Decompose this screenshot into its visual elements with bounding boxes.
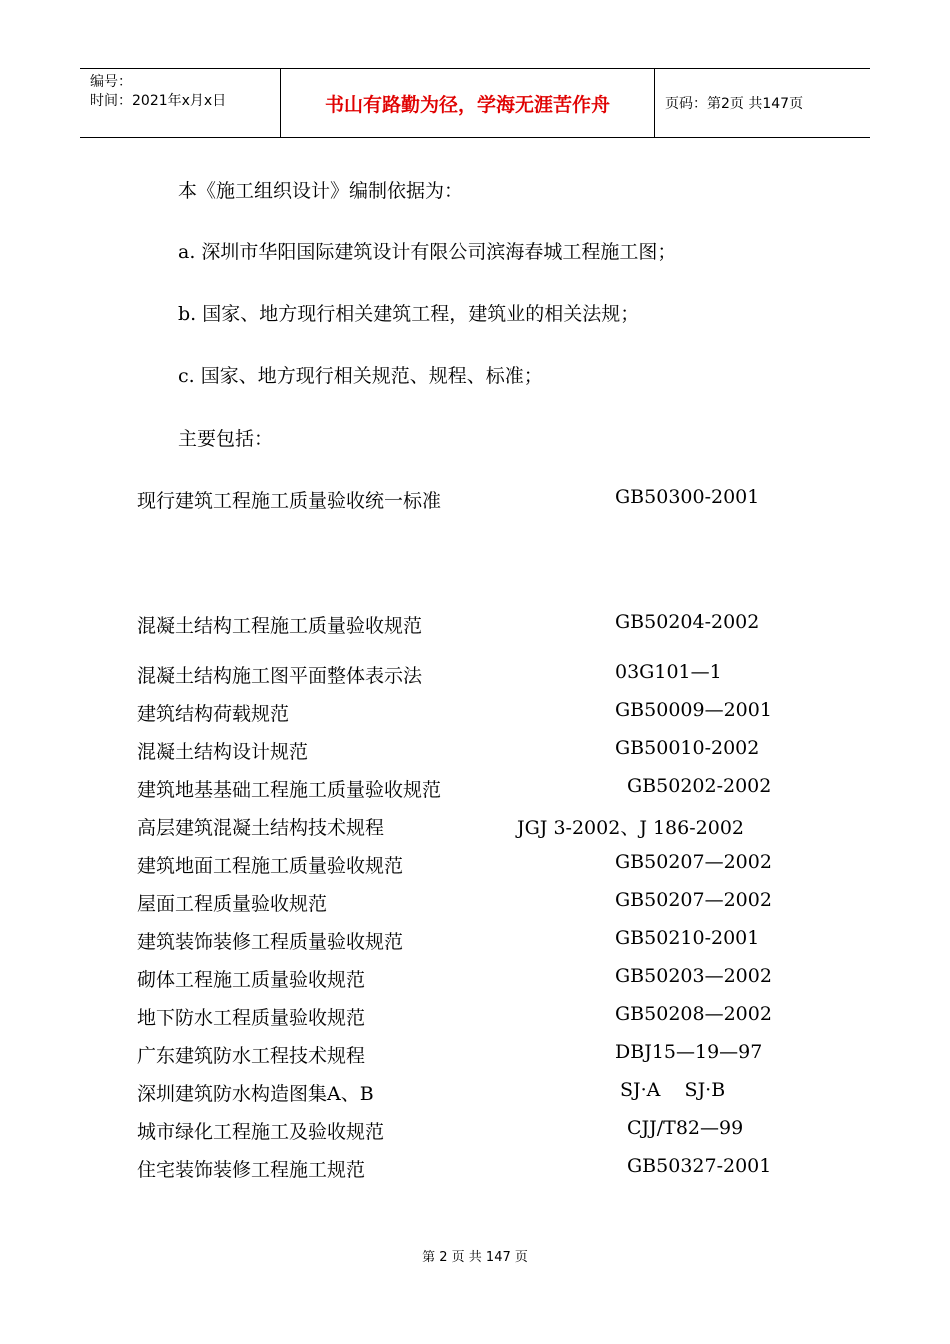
intro-item-a: a. 深圳市华阳国际建筑设计有限公司滨海春城工程施工图； — [178, 241, 677, 263]
standard-code: DBJ15—19—97 — [615, 1041, 763, 1063]
header-motto: 书山有路勤为径，学海无涯苦作舟 — [281, 69, 655, 137]
intro-main-include: 主要包括： — [178, 428, 274, 450]
standard-name: 建筑地基基础工程施工质量验收规范 — [137, 779, 442, 801]
standard-code: GB50203—2002 — [615, 965, 772, 987]
standard-name: 混凝土结构工程施工质量验收规范 — [137, 615, 423, 637]
standard-name: 建筑地面工程施工质量验收规范 — [137, 855, 404, 877]
standard-row — [137, 813, 777, 843]
standard-name: 砌体工程施工质量验收规范 — [137, 969, 366, 991]
standard-row — [137, 611, 777, 641]
standard-code: GB50009—2001 — [615, 699, 772, 721]
standard-code: JGJ 3-2002、J 186-2002 — [517, 817, 745, 839]
standard-row — [137, 486, 777, 516]
standard-row — [137, 661, 777, 691]
standard-name: 现行建筑工程施工质量验收统一标准 — [137, 490, 442, 512]
standard-row — [137, 965, 777, 995]
doc-time-label: 时间：2021年x月x日 — [90, 93, 227, 109]
standard-code: GB50010-2002 — [615, 737, 760, 759]
standard-row — [137, 1003, 777, 1033]
standard-row — [137, 889, 777, 919]
standard-code: 03G101—1 — [615, 661, 722, 683]
standard-name: 屋面工程质量验收规范 — [137, 893, 328, 915]
standard-row — [137, 699, 777, 729]
page-header — [80, 68, 870, 138]
page-footer: 第 2 页 共 147 页 — [422, 1250, 528, 1265]
standard-name: 广东建筑防水工程技术规程 — [137, 1045, 366, 1067]
standard-row — [137, 851, 777, 881]
standard-row — [137, 1079, 777, 1109]
standard-row — [137, 927, 777, 957]
standard-row — [137, 775, 777, 805]
standard-name: 建筑装饰装修工程质量验收规范 — [137, 931, 404, 953]
standard-code: GB50210-2001 — [615, 927, 760, 949]
standard-code: SJ·A SJ·B — [620, 1079, 726, 1101]
standard-code: GB50300-2001 — [615, 486, 760, 508]
standard-row — [137, 737, 777, 767]
standard-name: 混凝土结构施工图平面整体表示法 — [137, 665, 423, 687]
standard-name: 地下防水工程质量验收规范 — [137, 1007, 366, 1029]
standard-name: 混凝土结构设计规范 — [137, 741, 309, 763]
intro-item-b: b. 国家、地方现行相关建筑工程，建筑业的相关法规； — [178, 303, 640, 325]
standard-name: 住宅装饰装修工程施工规范 — [137, 1159, 366, 1181]
standard-name: 建筑结构荷载规范 — [137, 703, 290, 725]
standard-code: GB50202-2002 — [627, 775, 772, 797]
doc-number-label: 编号： — [90, 74, 132, 90]
standard-code: GB50208—2002 — [615, 1003, 772, 1025]
intro-basis: 本《施工组织设计》编制依据为： — [178, 180, 464, 202]
standard-row — [137, 1041, 777, 1071]
standard-name: 城市绿化工程施工及验收规范 — [137, 1121, 385, 1143]
standard-code: CJJ/T82—99 — [627, 1117, 744, 1139]
standard-code: GB50207—2002 — [615, 851, 772, 873]
standard-code: GB50204-2002 — [615, 611, 760, 633]
standard-code: GB50327-2001 — [627, 1155, 772, 1177]
standard-code: GB50207—2002 — [615, 889, 772, 911]
header-meta — [80, 69, 281, 137]
header-page-label: 页码：第2页 共147页 — [665, 96, 804, 112]
standard-row — [137, 1117, 777, 1147]
standard-row — [137, 1155, 777, 1185]
standard-name: 高层建筑混凝土结构技术规程 — [137, 817, 385, 839]
standard-name: 深圳建筑防水构造图集A、B — [137, 1083, 374, 1105]
intro-item-c: c. 国家、地方现行相关规范、规程、标准； — [178, 365, 543, 387]
